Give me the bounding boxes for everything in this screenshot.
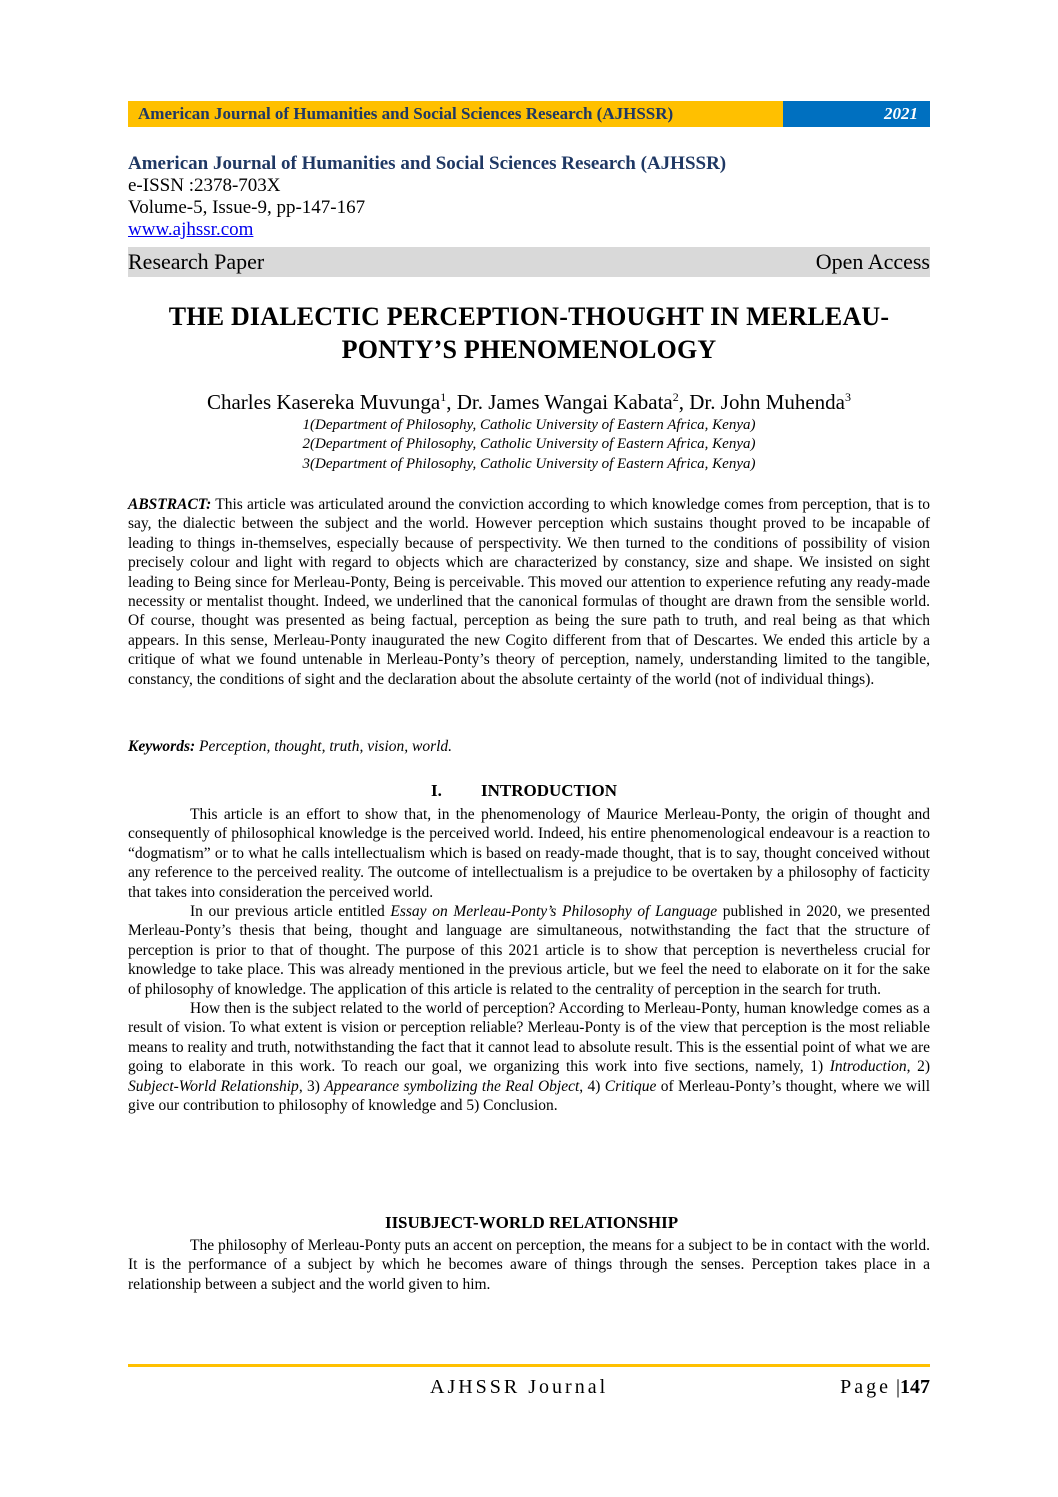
section-title: SUBJECT-WORLD RELATIONSHIP bbox=[398, 1213, 679, 1232]
running-header-year: 2021 bbox=[783, 101, 930, 127]
italic-run: Subject-World Relationship bbox=[128, 1077, 299, 1095]
text-run: This article is an effort to show that, in the phenomenology of Maurice Merleau-Ponty, the origin of thought and consequently of philosophical knowledge is the perceived world. Indeed, his entire phenomenological endeavour is a reaction to “dogmatism” or to what he calls intellectualism which is based on ready-made thought, that is to say, thought conceived without any reference to the perceived reality. The outcome of intellectualism is a prejudice to be overtaken by a philosophy of facticity that takes into consideration the perceived world. bbox=[128, 806, 930, 901]
author-separator: , bbox=[446, 390, 457, 414]
keywords-label: Keywords: bbox=[128, 738, 196, 755]
article-title-line-1: THE DIALECTIC PERCEPTION-THOUGHT IN MERLEAU- bbox=[168, 302, 890, 331]
journal-title: American Journal of Humanities and Social Sciences Research (AJHSSR) bbox=[128, 153, 727, 174]
paragraph bbox=[128, 902, 930, 999]
text-run: of Merleau-Ponty’s thought, where we will give our contribution to philosophy of knowledge and 5) Conclusion. bbox=[128, 1077, 931, 1115]
affiliation-1: 1(Department of Philosophy, Catholic University of Eastern Africa, Kenya) bbox=[302, 417, 756, 433]
journal-volume: Volume-5, Issue-9, pp-147-167 bbox=[128, 197, 366, 218]
running-header-journal: American Journal of Humanities and Social Sciences Research (AJHSSR) bbox=[128, 101, 783, 127]
section-body-subject-world bbox=[128, 1236, 930, 1294]
section-title: INTRODUCTION bbox=[481, 781, 618, 800]
affiliation-3: 3(Department of Philosophy, Catholic University of Eastern Africa, Kenya) bbox=[302, 456, 756, 472]
running-header bbox=[128, 101, 930, 127]
author-separator: , bbox=[678, 390, 690, 414]
keywords bbox=[128, 737, 930, 756]
section-number: I. bbox=[431, 781, 442, 800]
article-title bbox=[128, 300, 930, 366]
section-number: II. bbox=[385, 1213, 403, 1232]
footer-rule bbox=[128, 1364, 930, 1367]
paragraph bbox=[128, 805, 930, 902]
author-name: Dr. James Wangai Kabata bbox=[456, 390, 673, 414]
footer-page bbox=[840, 1376, 930, 1399]
author-affiliation-marker: 2 bbox=[672, 390, 679, 404]
author-affiliation-marker: 1 bbox=[440, 390, 447, 404]
article-title-line-2: PONTY’S PHENOMENOLOGY bbox=[341, 335, 717, 364]
paragraph bbox=[128, 999, 930, 1115]
article-type: Research Paper bbox=[128, 249, 265, 274]
footer-page-label: Page bbox=[840, 1376, 891, 1398]
footer-separator: | bbox=[895, 1376, 900, 1398]
text-run: In our previous article entitled bbox=[190, 903, 391, 921]
footer-page-number: 147 bbox=[900, 1376, 930, 1398]
paragraph bbox=[128, 1236, 930, 1294]
article-type-bar bbox=[128, 247, 930, 277]
journal-website-link[interactable]: www.ajhssr.com bbox=[128, 219, 254, 240]
text-run: published in 2020, we presented Merleau-Ponty’s thesis that being, thought and language are simultaneous, notwithstanding the fact that the structure of perception is prior to that of thought. The purpose of this 2021 article is to show that perception is nevertheless crucial for knowledge to take place. This was already mentioned in the previous article, but we feel the need to elaborate on it for the sake of philosophy of knowledge. The application of this article is related to the centrality of perception in the search for truth. bbox=[128, 903, 931, 998]
text-run: , 2) bbox=[906, 1058, 930, 1076]
italic-run: Critique bbox=[604, 1077, 657, 1095]
text-run: , 3) bbox=[298, 1077, 325, 1095]
text-run: , 4) bbox=[579, 1077, 605, 1095]
text-run: How then is the subject related to the world of perception? According to Merleau-Ponty, human knowledge comes as a result of vision. To what extent is vision or perception reliable? Merleau-Ponty is of the view that perception is the most reliable means to reality and truth, notwithstanding the fact that it cannot lead to absolute result. This is the essential point of what we are going to elaborate in this work. To reach our goal, we organizing this work into five sections, namely, 1) bbox=[128, 1000, 930, 1076]
footer-journal: AJHSSR Journal bbox=[430, 1376, 609, 1398]
italic-run: Essay on Merleau-Ponty’s Philosophy of Language bbox=[390, 903, 718, 921]
keywords-text: Perception, thought, truth, vision, world. bbox=[195, 738, 453, 755]
italic-run: Appearance symbolizing the Real Object bbox=[324, 1077, 580, 1095]
abstract-text: This article was articulated around the conviction according to which knowledge comes from perception, that is to say, the dialectic between the subject and the world. However perception which sustains thought proved to be incapable of leading to things in-themselves, especially because of perspectivity. We then turned to the conditions of possibility of vision precisely colour and light with regard to objects which are characterized by constancy, size and shape. We insisted on sight leading to Being since for Merleau-Ponty, Being is perceivable. This moved our attention to experience refuting any ready-made necessity or mentalist thought. Indeed, we underlined that the canonical formulas of thought are drawn from the sensible world. Of course, thought was presented as being factual, perception as being the sure path to truth, and real being as that which appears. In this sense, Merleau-Ponty inaugurated the new Cogito different from that of Descartes. We ended this article by a critique of what we found untenable in Merleau-Ponty’s theory of perception, namely, understanding limited to the tangible, constancy, the conditions of sight and the declaration about the absolute certainty of the world (not of individual things). bbox=[128, 496, 930, 688]
author-name: Dr. John Muhenda bbox=[689, 390, 846, 414]
journal-info bbox=[128, 152, 930, 241]
access-type: Open Access bbox=[815, 249, 930, 274]
author-list bbox=[128, 384, 930, 415]
text-run: The philosophy of Merleau-Ponty puts an accent on perception, the means for a subject to be in contact with the world. It is the performance of a subject by which he becomes aware of things through the senses. Perception takes place in a relationship between a subject and the world given to him. bbox=[128, 1237, 930, 1293]
abstract-label: ABSTRACT: bbox=[128, 496, 212, 513]
abstract bbox=[128, 495, 930, 689]
author-name: Charles Kasereka Muvunga bbox=[206, 390, 441, 414]
journal-issn: e-ISSN :2378-703X bbox=[128, 175, 281, 196]
affiliation-2: 2(Department of Philosophy, Catholic University of Eastern Africa, Kenya) bbox=[302, 436, 756, 452]
section-body-introduction bbox=[128, 805, 930, 1116]
italic-run: Introduction bbox=[829, 1058, 907, 1076]
author-affiliation-marker: 3 bbox=[845, 390, 852, 404]
